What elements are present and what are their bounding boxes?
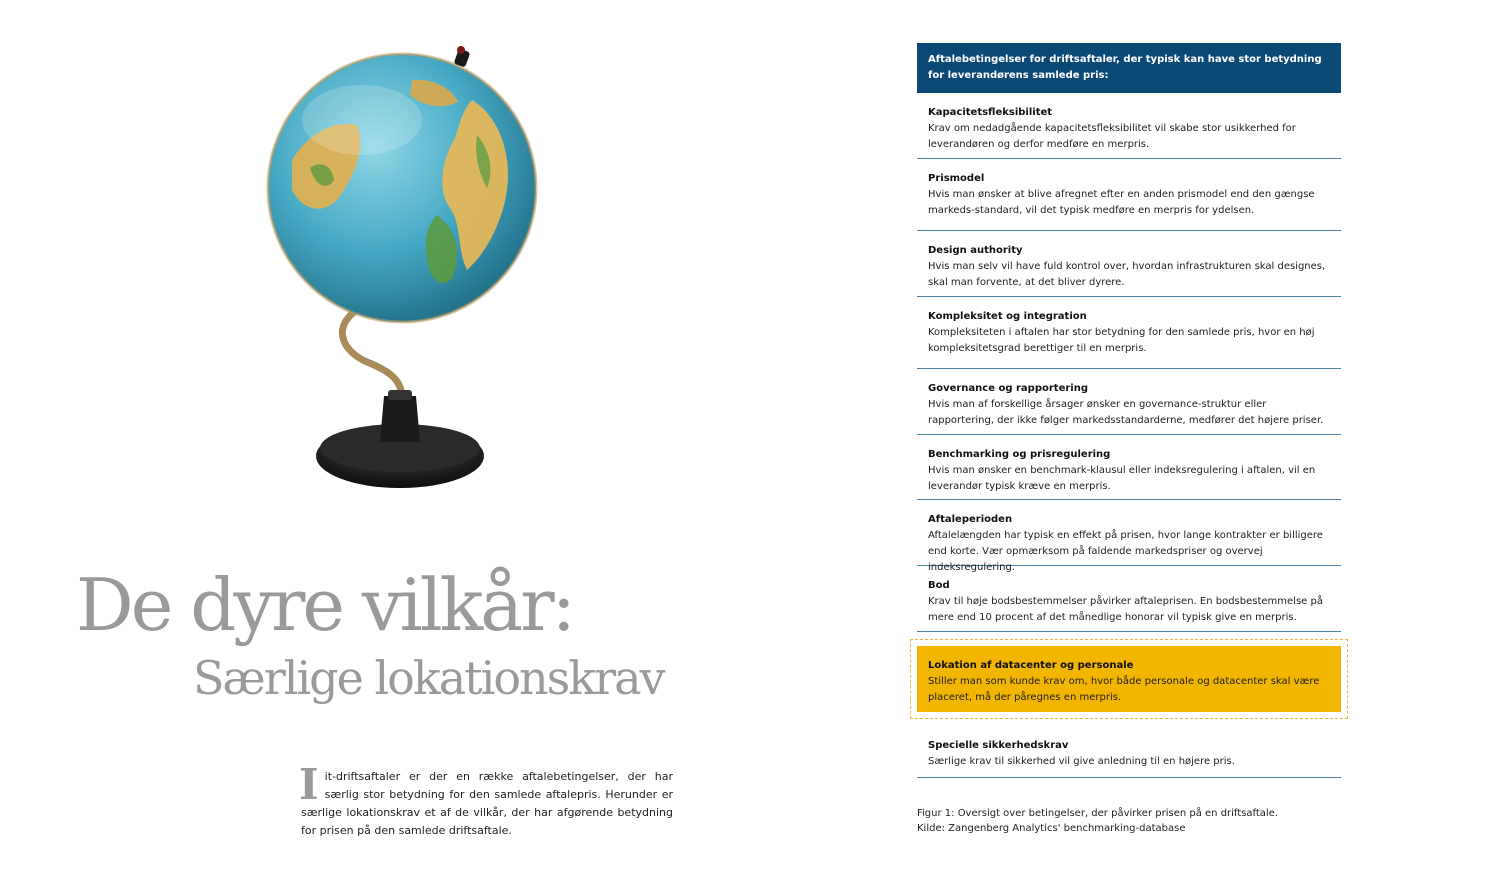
caption-line: Figur 1: Oversigt over betingelser, der påvirker prisen på en driftsaftale.: [917, 808, 1279, 819]
condition-heading: Bod: [928, 580, 950, 591]
condition-heading: Benchmarking og prisregulering: [928, 449, 1111, 460]
page-title: De dyre vilkår:: [76, 563, 573, 647]
condition-heading: Lokation af datacenter og personale: [928, 660, 1134, 671]
condition-heading: Specielle sikkerhedskrav: [928, 740, 1069, 751]
condition-text: Hvis man af forskellige årsager ønsker en governance-struktur eller rapportering, der ikke følger markedsstandarderne, medfører det højere priser.: [928, 399, 1324, 426]
condition-text: Hvis man ønsker at blive afregnet efter en anden prismodel end den gængse markeds-standard, vil det typisk medføre en merpris for ydelsen.: [928, 189, 1315, 216]
condition-heading: Kompleksitet og integration: [928, 311, 1087, 322]
condition-item: [917, 159, 1341, 231]
condition-item: [917, 500, 1341, 573]
condition-item: [917, 93, 1341, 159]
condition-heading: Aftaleperioden: [928, 514, 1013, 525]
condition-heading: Prismodel: [928, 173, 985, 184]
condition-item-highlighted: [917, 646, 1341, 712]
condition-item: [917, 231, 1341, 297]
condition-text: Kompleksiteten i aftalen har stor betydning for den samlede pris, hvor en høj kompleksitetsgrad berettiger til en merpris.: [928, 327, 1315, 354]
panel-header: Aftalebetingelser for driftsaftaler, der typisk kan have stor betydning for leverandørens samlede pris:: [917, 43, 1341, 93]
drop-cap: I: [299, 760, 319, 809]
condition-heading: Kapacitetsfleksibilitet: [928, 107, 1053, 118]
condition-text: Hvis man selv vil have fuld kontrol over, hvordan infrastrukturen skal designes, skal man forvente, at det bliver dyrere.: [928, 261, 1326, 288]
condition-item: [917, 726, 1341, 778]
condition-text: Krav til høje bodsbestemmelser påvirker aftaleprisen. En bodsbestemmelse på mere end 10 procent af det månedlige honorar vil typisk give en merpris.: [928, 596, 1323, 623]
intro-text: it-driftsaftaler er der en række aftalebetingelser, der har særlig stor betydning for den samlede aftalepris. Herunder er særlige lokationskrav et af de vilkår, der har afgørende betydning for prisen på den samlede driftsaftale.: [301, 770, 673, 837]
conditions-panel: [917, 43, 1341, 778]
condition-text: Krav om nedadgående kapacitetsfleksibilitet vil skabe stor usikkerhed for leverandøren og derfor medføre en merpris.: [928, 123, 1296, 150]
condition-item: [917, 566, 1341, 632]
caption-source: Kilde: Zangenberg Analytics' benchmarking-database: [917, 823, 1186, 834]
condition-text: Aftalelængden har typisk en effekt på prisen, hvor lange kontrakter er billigere end korte. Vær opmærksom på faldende markedspriser og overvej indeksregulering.: [928, 530, 1323, 573]
figure-caption: [917, 806, 1278, 836]
condition-item: [917, 297, 1341, 369]
condition-text: Særlige krav til sikkerhed vil give anledning til en højere pris.: [928, 756, 1235, 767]
condition-text: Stiller man som kunde krav om, hvor både personale og datacenter skal være placeret, må der påregnes en merpris.: [928, 676, 1320, 703]
intro-paragraph: [299, 760, 673, 840]
condition-heading: Design authority: [928, 245, 1023, 256]
condition-heading: Governance og rapportering: [928, 383, 1088, 394]
page-subtitle: Særlige lokationskrav: [193, 651, 664, 705]
condition-text: Hvis man ønsker en benchmark-klausul eller indeksregulering i aftalen, vil en leverandør typisk kræve en merpris.: [928, 465, 1316, 492]
condition-item: [917, 369, 1341, 435]
globe-illustration: [262, 40, 552, 500]
condition-item: [917, 435, 1341, 500]
